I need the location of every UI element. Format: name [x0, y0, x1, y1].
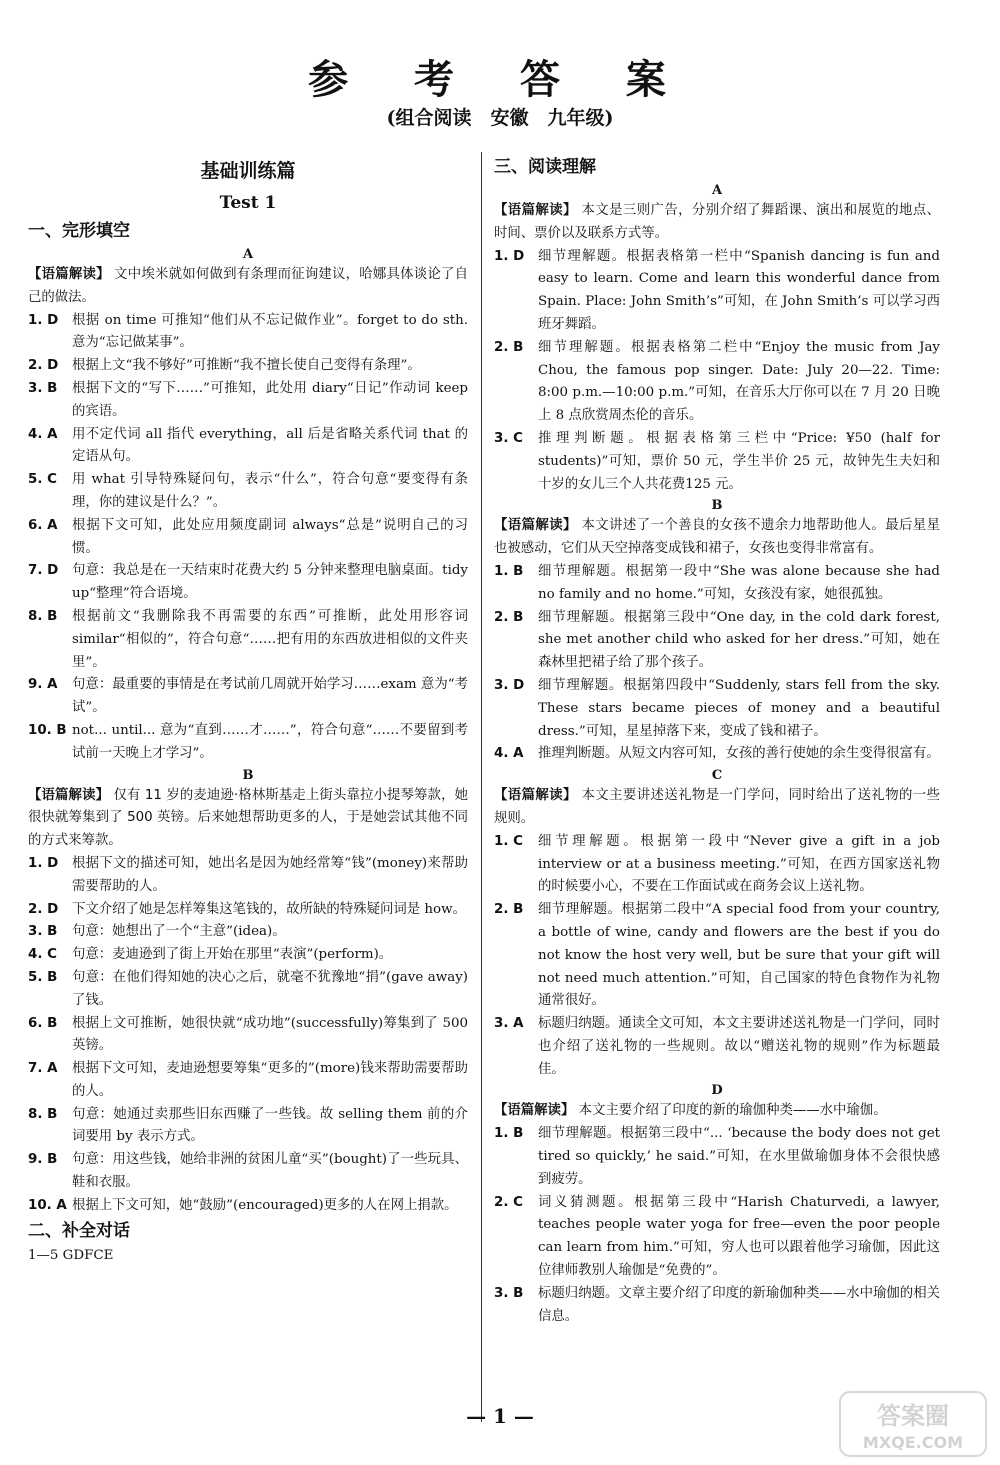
answer-number: 2. B — [494, 339, 524, 355]
answer-explanation: 根据下文的描述可知，她出名是因为她经常筹“钱”(money)来帮助需要帮助的人。 — [72, 855, 468, 894]
right-passage-b — [494, 496, 940, 766]
page-title: 参 考 答 案 — [308, 56, 692, 103]
passage-intro-text: 文中埃米就如何做到有条理而征询建议，哈娜具体谈论了自己的做法。 — [28, 267, 468, 305]
answer-item — [494, 675, 940, 743]
watermark-logo — [838, 1388, 988, 1460]
answer-number: 8. B — [28, 608, 58, 624]
answer-explanation: 细节理解题。根据表格第一栏中“Spanish dancing is fun and easy to learn. Come and learn this wonderful dance from Spain. Place: John Smith’s”可知，在 John Smith’s 可以学习西班牙舞蹈。 — [538, 248, 940, 332]
passage-intro-text: 本文是三则广告，分别介绍了舞蹈课、演出和展览的地点、时间、票价以及联系方式等。 — [494, 203, 940, 241]
answer-item — [494, 899, 940, 1013]
answer-number: 3. C — [494, 430, 523, 446]
answer-item — [494, 337, 940, 428]
answer-item — [28, 310, 468, 356]
dialogue-answers: 1—5 GDFCE — [28, 1247, 114, 1263]
answer-item — [28, 1013, 468, 1059]
answer-explanation: 细节理解题。根据第四段中“Suddenly, stars fell from the sky. These stars became pieces of money and a beautiful dress.”可知，星星掉落下来，变成了钱和裙子。 — [538, 677, 940, 739]
answer-item — [494, 743, 940, 766]
answer-number: 10. B — [28, 722, 67, 738]
answer-explanation: 标题归纳题。通读全文可知，本文主要讲述送礼物是一门学问，同时也介绍了送礼物的一些规则。故以“赠送礼物的规则”作为标题最佳。 — [538, 1016, 940, 1077]
answer-number: 7. D — [28, 563, 59, 579]
answer-number: 1. B — [494, 563, 524, 579]
passage-intro-tag: 【语篇解读】 — [494, 1103, 575, 1119]
answer-number: 2. B — [494, 609, 524, 625]
answer-item — [494, 607, 940, 675]
answer-explanation: 根据上下文可知，她“鼓励”(encouraged)更多的人在网上捐款。 — [72, 1197, 458, 1213]
answer-number: 3. D — [494, 677, 525, 693]
answer-explanation: 根据上文“我不够好”可推断“我不擅长使自己变得有条理”。 — [72, 358, 421, 374]
answer-item — [28, 1058, 468, 1104]
answer-item — [494, 1283, 940, 1329]
answer-number: 4. A — [494, 746, 524, 762]
answer-item — [28, 515, 468, 561]
answer-explanation: 句意：她想出了一个“主意”(idea)。 — [72, 924, 286, 940]
answer-number: 5. C — [28, 472, 57, 488]
section-title-dialogue: 二、补全对话 — [28, 1220, 130, 1241]
answer-item — [494, 1123, 940, 1191]
answer-explanation: 根据下文可知，麦迪逊想要筹集“更多的”(more)钱来帮助需要帮助的人。 — [72, 1061, 468, 1099]
answer-number: 9. B — [28, 1152, 58, 1168]
answer-item — [28, 1149, 468, 1195]
watermark-text-top: 答案圈 — [877, 1402, 949, 1430]
column-divider — [481, 152, 482, 1422]
answer-explanation: 根据 on time 可推知“他们从不忘记做作业”。forget to do sth. 意为“忘记做某事”。 — [72, 312, 468, 351]
passage-intro-tag: 【语篇解读】 — [28, 787, 110, 803]
passage-intro-text: 本文主要介绍了印度的新的瑜伽种类——水中瑜伽。 — [574, 1103, 887, 1119]
passage-letter: B — [242, 767, 254, 783]
answer-number: 4. C — [28, 947, 57, 963]
answer-number: 7. A — [28, 1061, 58, 1077]
right-passage-d — [494, 1081, 940, 1328]
answer-item — [494, 1013, 940, 1081]
answer-number: 1. B — [494, 1126, 524, 1142]
page-subtitle: (组合阅读 安徽 九年级) — [386, 107, 614, 129]
answer-explanation: 细节理解题。根据第一段中“She was alone because she had no family and no home.”可知，女孩没有家，她很孤独。 — [538, 563, 940, 602]
answer-explanation: 句意：最重要的事情是在考试前几周就开始学习……exam 意为“考试”。 — [72, 677, 468, 716]
answer-explanation: 标题归纳题。文章主要介绍了印度的新瑜伽种类——水中瑜伽的相关信息。 — [538, 1285, 940, 1324]
answer-item — [28, 469, 468, 515]
passage-letter: C — [711, 768, 723, 784]
answer-number: 1. D — [494, 248, 525, 264]
answer-explanation: 根据下文的“写下……”可推知，此处用 diary“日记”作动词 keep 的宾语。 — [72, 380, 468, 419]
answer-number: 3. B — [28, 924, 58, 940]
answer-explanation: 根据下文可知，此处应用频度副词 always“总是”说明自己的习惯。 — [72, 517, 468, 556]
left-passage-a — [28, 245, 468, 766]
answer-explanation: 细节理解题。根据第一段中“Never give a gift in a job interview or at a business meeting.”可知，在西方国家送礼物的时候要小心，不要在工作面试或在商务会议上送礼物。 — [538, 833, 940, 895]
answer-item — [494, 428, 940, 496]
section-title-reading: 三、阅读理解 — [494, 157, 596, 177]
passage-intro-text: 仅有 11 岁的麦迪逊·格林斯基走上街头靠拉小提琴筹款，她很快就筹集到了 500 英镑。后来她想帮助更多的人，于是她尝试其他不同的方式来筹款。 — [28, 787, 468, 849]
passage-letter: A — [711, 183, 723, 198]
answer-item — [28, 967, 468, 1013]
passage-intro-tag: 【语篇解读】 — [494, 788, 577, 804]
answer-item — [28, 674, 468, 720]
answer-item — [28, 424, 468, 470]
left-column — [28, 154, 468, 1267]
right-passage-c — [494, 766, 940, 1081]
answer-explanation: 细节理解题。根据表格第二栏中“Enjoy the music from Jay Chou, the famous pop singer. Date: July 20—22. Time: 8:00 p.m.—10:00 p.m.”可知，在音乐大厅你可以在 7 月 20 日晚上 8 点欣赏周杰伦的音乐。 — [538, 339, 940, 424]
answer-item — [494, 561, 940, 607]
part-title: 基础训练篇 — [200, 160, 296, 182]
page-number: — 1 — — [466, 1404, 534, 1428]
passage-intro — [494, 1100, 940, 1123]
answer-explanation: 词义猜测题。根据第三段中“Harish Chaturvedi, a lawyer, teaches people water yoga for free—even the poor people can learn from him.”可知，穷人也可以跟着他学习瑜伽，因此这位律师教别人瑜伽是“免费的”。 — [538, 1194, 940, 1279]
answer-explanation: not... until... 意为“直到……才……”，符合句意“……不要留到考试前一天晚上才学习”。 — [72, 722, 468, 761]
answer-item — [28, 921, 468, 944]
answer-number: 2. D — [28, 901, 59, 917]
answer-item — [28, 355, 468, 378]
answer-explanation: 句意：我总是在一天结束时花费大约 5 分钟来整理电脑桌面。tidy up“整理”符合语境。 — [72, 563, 468, 602]
answer-number: 1. D — [28, 855, 59, 871]
answer-item — [28, 560, 468, 606]
answer-number: 1. D — [28, 312, 59, 328]
passage-intro-tag: 【语篇解读】 — [494, 518, 577, 534]
answer-number: 8. B — [28, 1106, 58, 1122]
passage-letter: A — [242, 247, 254, 262]
passage-intro-text: 本文主要讲述送礼物是一门学问，同时给出了送礼物的一些规则。 — [494, 788, 940, 826]
answer-explanation: 细节理解题。根据第三段中“One day, in the cold dark forest, she met another child who asked for her dress.”可知，她在森林里把裙子给了那个孩子。 — [538, 609, 940, 671]
answer-item — [28, 853, 468, 899]
answer-number: 10. A — [28, 1197, 67, 1213]
answer-number: 4. A — [28, 426, 58, 442]
answer-explanation: 细节理解题。根据第三段中“... ‘because the body does not get tired so quickly,’ he said.”可知，在水里做瑜伽身体不会很快感到疲劳。 — [538, 1126, 940, 1187]
answer-explanation: 下文介绍了她是怎样筹集这笔钱的，故所缺的特殊疑问词是 how。 — [72, 901, 466, 917]
right-column — [494, 154, 940, 1328]
answer-explanation: 句意：麦迪逊到了街上开始在那里“表演”(perform)。 — [72, 947, 393, 963]
answer-explanation: 推理判断题。从短文内容可知，女孩的善行使她的余生变得很富有。 — [538, 746, 940, 762]
answer-number: 9. A — [28, 677, 58, 693]
answer-explanation: 用不定代词 all 指代 everything，all 后是省略关系代词 that 的定语从句。 — [72, 426, 468, 465]
answer-item — [494, 246, 940, 337]
answer-number: 6. B — [28, 1015, 58, 1031]
answer-number: 1. C — [494, 833, 523, 849]
passage-intro — [28, 264, 468, 310]
watermark-text-bottom: MXQE.COM — [862, 1433, 964, 1452]
answer-item — [28, 1104, 468, 1150]
answer-item — [28, 1195, 468, 1218]
answer-number: 3. B — [28, 380, 58, 396]
passage-intro — [494, 515, 940, 561]
passage-letter: D — [711, 1083, 723, 1099]
passage-intro — [494, 785, 940, 831]
answer-number: 3. B — [494, 1285, 524, 1301]
test-title: Test 1 — [219, 193, 277, 213]
answer-explanation: 句意：在他们得知她的决心之后，就毫不犹豫地“捐”(gave away)了钱。 — [72, 969, 468, 1008]
answer-item — [494, 1192, 940, 1283]
passage-intro-tag: 【语篇解读】 — [494, 203, 577, 218]
answer-item — [28, 720, 468, 766]
answer-number: 2. D — [28, 358, 59, 374]
passage-letter: B — [711, 498, 723, 514]
answer-item — [28, 899, 468, 922]
answer-item — [28, 606, 468, 674]
answer-item — [494, 831, 940, 899]
answer-item — [28, 378, 468, 424]
answer-number: 3. A — [494, 1016, 524, 1032]
passage-intro — [494, 200, 940, 246]
passage-intro-tag: 【语篇解读】 — [28, 267, 110, 282]
answer-number: 5. B — [28, 969, 58, 985]
answer-explanation: 句意：用这些钱，她给非洲的贫困儿童“买”(bought)了一些玩具、鞋和衣服。 — [72, 1152, 468, 1191]
passage-intro-text: 本文讲述了一个善良的女孩不遗余力地帮助他人。最后星星也被感动，它们从天空掉落变成钱和裙子，女孩也变得非常富有。 — [494, 518, 940, 557]
answer-item — [28, 944, 468, 967]
right-passage-a — [494, 181, 940, 496]
answer-explanation: 细节理解题。根据第二段中“A special food from your country, a bottle of wine, candy and flowers are the best if you do not know the host very well, but be sure that your gift will not need much attention.”可知，自己国家的特色食物作为礼物通常很好。 — [538, 902, 940, 1009]
answer-number: 6. A — [28, 517, 58, 533]
section-title-cloze: 一、完形填空 — [28, 221, 130, 241]
left-passage-b — [28, 766, 468, 1218]
answer-explanation: 根据前文“我删除我不再需要的东西”可推断，此处用形容词 similar“相似的”，符合句意“……把有用的东西放进相似的文件夹里”。 — [72, 608, 468, 670]
answer-number: 2. C — [494, 1194, 523, 1210]
passage-intro — [28, 785, 468, 853]
answer-explanation: 根据上文可推断，她很快就“成功地”(successfully)筹集到了 500 英镑。 — [72, 1015, 468, 1054]
answer-explanation: 推理判断题。根据表格第三栏中“Price: ¥50 (half for students)”可知，票价 50 元，学生半价 25 元，故钟先生夫妇和十岁的女儿三个人共花费125 元。 — [538, 430, 940, 492]
answer-explanation: 用 what 引导特殊疑问句，表示“什么”，符合句意“要变得有条理，你的建议是什么？”。 — [72, 472, 468, 510]
answer-number: 2. B — [494, 902, 524, 918]
answer-explanation: 句意：她通过卖那些旧东西赚了一些钱。故 selling them 前的介词要用 by 表示方式。 — [72, 1106, 468, 1145]
